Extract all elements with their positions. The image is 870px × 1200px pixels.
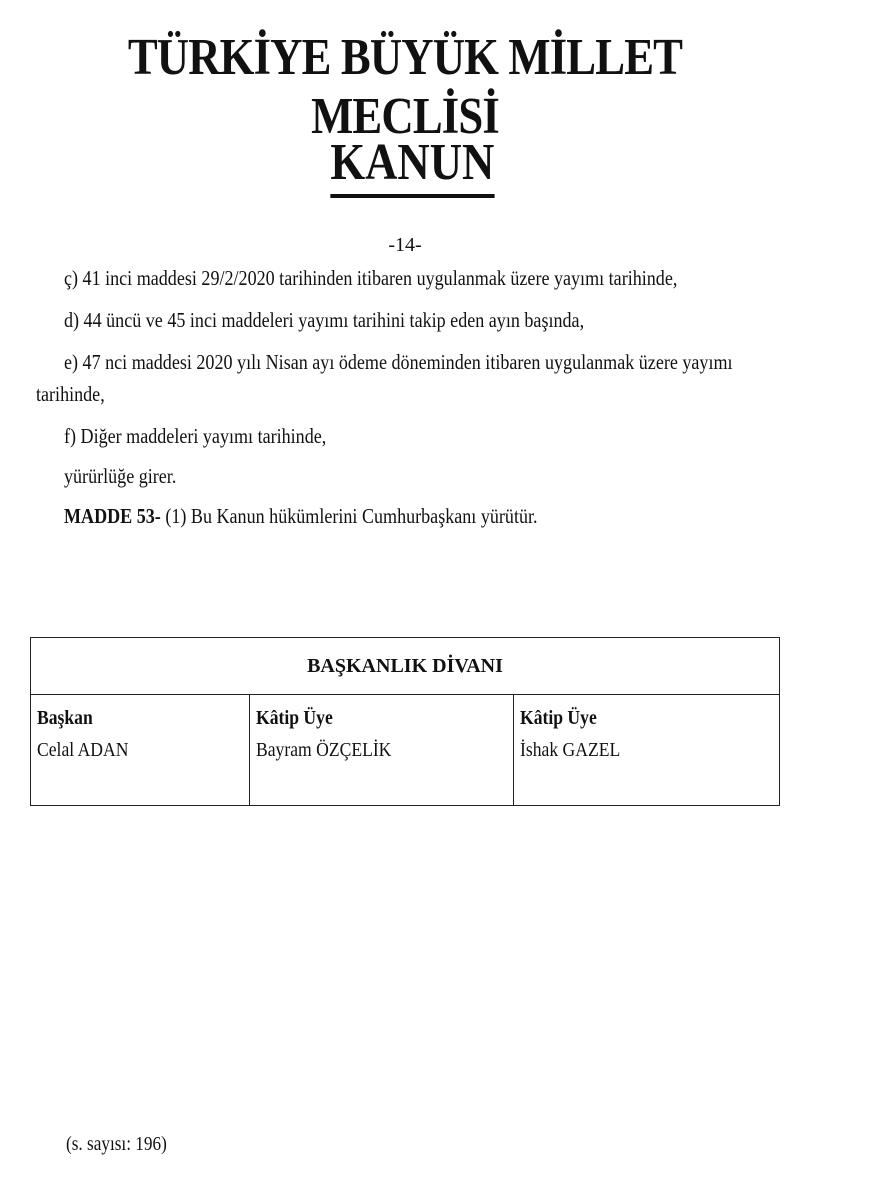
member-cell-secretary-2 — [514, 695, 780, 806]
page-number: -14- — [388, 234, 422, 256]
closing-line: yürürlüğe girer. — [64, 464, 177, 488]
document-type-heading — [0, 132, 825, 198]
paragraph-e-line-1: e) 47 nci maddesi 2020 yılı Nisan ayı ödeme döneminden itibaren uygulanmak üzere yayımı — [64, 350, 733, 374]
article-label: MADDE 53- — [64, 504, 161, 528]
paragraph-d: d) 44 üncü ve 45 inci maddeleri yayımı tarihini takip eden ayın başında, — [64, 308, 585, 332]
member-role: Başkan — [37, 707, 93, 729]
member-name: Celal ADAN — [37, 739, 129, 761]
paragraph-e-line-2: tarihinde, — [36, 382, 105, 406]
article-text: (1) Bu Kanun hükümlerini Cumhurbaşkanı yürütür. — [160, 504, 538, 528]
member-name: Bayram ÖZÇELİK — [256, 739, 392, 761]
article-53 — [64, 502, 538, 530]
paragraph-f: f) Diğer maddeleri yayımı tarihinde, — [64, 424, 327, 448]
paragraph-c: ç) 41 inci maddesi 29/2/2020 tarihinden itibaren uygulanmak üzere yayımı tarihinde, — [64, 266, 678, 290]
member-role: Kâtip Üye — [520, 707, 597, 729]
member-role: Kâtip Üye — [256, 707, 333, 729]
presidium-title: BAŞKANLIK DİVANI — [31, 638, 780, 695]
footer-note: (s. sayısı: 196) — [66, 1133, 167, 1155]
member-cell-president — [31, 695, 250, 806]
member-name: İshak GAZEL — [520, 739, 621, 761]
presidium-table — [30, 637, 780, 806]
institution-title: TÜRKİYE BÜYÜK MİLLET MECLİSİ — [127, 29, 683, 145]
document-type-label: KANUN — [331, 132, 495, 198]
member-cell-secretary-1 — [250, 695, 514, 806]
